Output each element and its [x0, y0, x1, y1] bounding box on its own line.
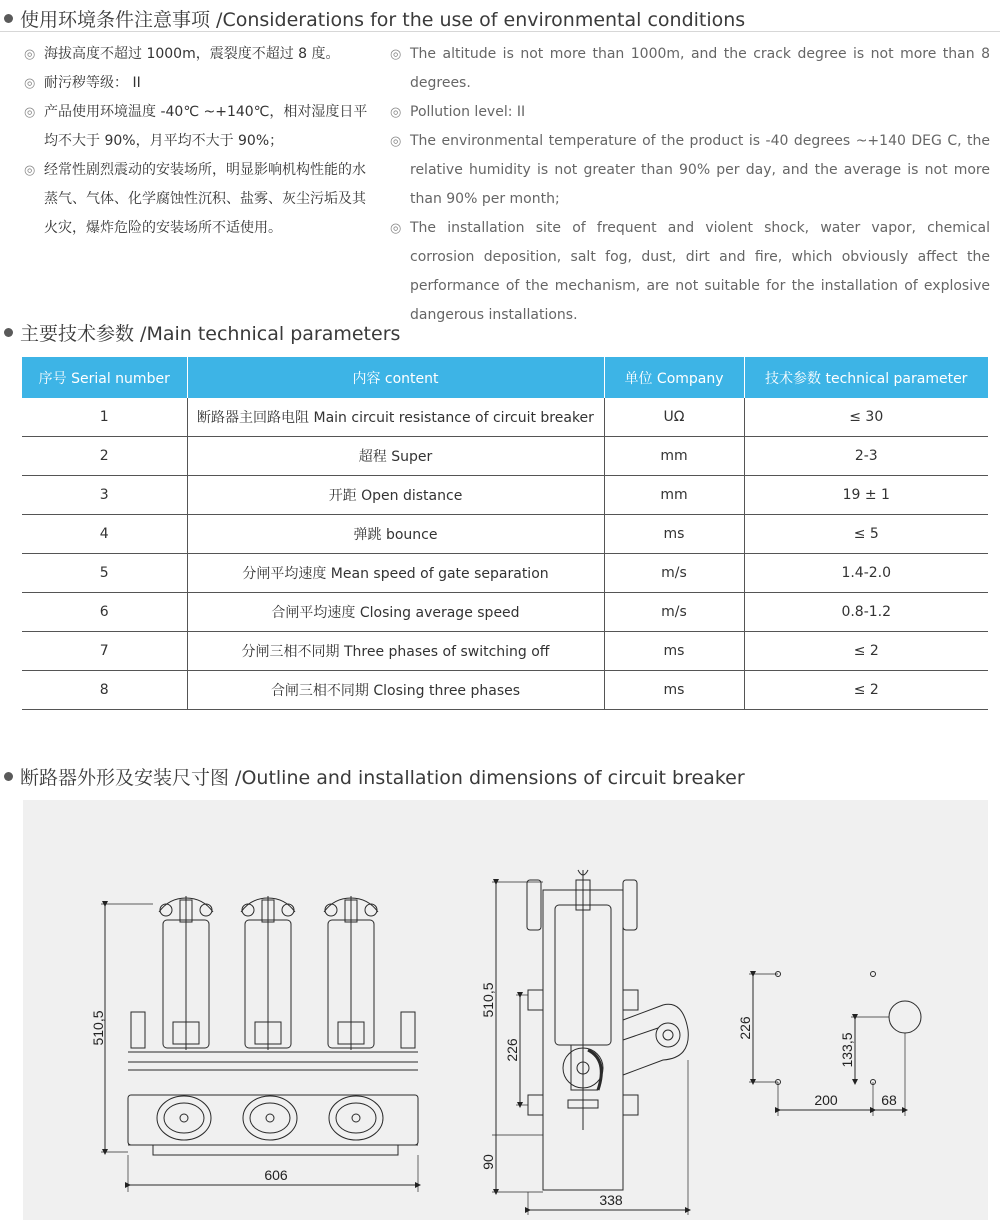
environment-section-title: 使用环境条件注意事项 /Considerations for the use of environmental conditions — [4, 5, 745, 32]
parameters-table — [22, 357, 988, 710]
table-row — [22, 515, 988, 554]
table-row — [22, 632, 988, 671]
pole-2 — [241, 896, 297, 1140]
outline-drawing-panel — [23, 800, 988, 1220]
cell-content: 开距 Open distance — [187, 476, 604, 515]
mount-spacing-label: 200 — [814, 1092, 838, 1108]
cell-unit: ms — [604, 632, 744, 671]
circle-bullet-icon: ◎ — [390, 47, 402, 62]
cell-content: 分闸三相不同期 Three phases of switching off — [187, 632, 604, 671]
side-height-label: 510,5 — [480, 982, 496, 1018]
bullet-dot-icon — [4, 772, 13, 781]
env-item-cn: ◎ 经常性剧烈震动的安装场所，明显影响机构性能的水蒸气、气体、化学腐蚀性沉积、盐雾、灰尘污垢及其火灾，爆炸危险的安装场所不适使用。 — [24, 156, 374, 243]
parameters-section-title: 主要技术参数 /Main technical parameters — [4, 319, 400, 346]
bullet-dot-icon — [4, 14, 13, 23]
env-item-en: ◎ The installation site of frequent and violent shock, water vapor, chemical corrosion deposition, salt fog, dust, dirt and fire, which obviously affect the performance of the mechanism, are not suitable for the installation of explosive dangerous installations. — [390, 214, 990, 330]
cell-serial: 8 — [22, 671, 187, 710]
cell-content: 断路器主回路电阻 Main circuit resistance of circuit breaker — [187, 398, 604, 437]
env-item-cn: ◎ 产品使用环境温度 -40℃ ~+140℃，相对湿度日平均不大于 90%，月平均不大于 90%； — [24, 98, 374, 156]
circle-bullet-icon: ◎ — [24, 47, 36, 62]
env-item-en: ◎ Pollution level: II — [390, 98, 990, 127]
cell-value: 0.8-1.2 — [744, 593, 988, 632]
cell-value: 1.4-2.0 — [744, 554, 988, 593]
mount-offset2-label: 68 — [881, 1092, 897, 1108]
env-item-cn: ◎ 海拔高度不超过 1000m，震裂度不超过 8 度。 — [24, 40, 374, 69]
table-row — [22, 671, 988, 710]
cell-content: 合闸平均速度 Closing average speed — [187, 593, 604, 632]
side-width-label: 338 — [599, 1192, 623, 1208]
column-header: 内容 content — [187, 357, 604, 398]
circle-bullet-icon: ◎ — [24, 105, 36, 120]
cell-value: 2-3 — [744, 437, 988, 476]
column-header: 单位 Company — [604, 357, 744, 398]
pole-1 — [157, 896, 213, 1140]
table-row — [22, 593, 988, 632]
mount-height-label: 226 — [737, 1016, 753, 1040]
circle-bullet-icon: ◎ — [24, 163, 36, 178]
mount-offset-label: 133,5 — [839, 1032, 855, 1068]
cell-serial: 2 — [22, 437, 187, 476]
table-header-row — [22, 357, 988, 398]
side-inner-height-label: 226 — [504, 1038, 520, 1062]
circle-bullet-icon: ◎ — [390, 134, 402, 149]
front-width-label: 606 — [264, 1167, 288, 1183]
cell-value: ≤ 5 — [744, 515, 988, 554]
table-row — [22, 437, 988, 476]
cell-content: 合闸三相不同期 Closing three phases — [187, 671, 604, 710]
cell-serial: 5 — [22, 554, 187, 593]
table-row — [22, 398, 988, 437]
front-view — [101, 896, 418, 1192]
cell-serial: 3 — [22, 476, 187, 515]
cell-unit: ms — [604, 671, 744, 710]
cell-unit: ms — [604, 515, 744, 554]
cell-unit: UΩ — [604, 398, 744, 437]
cell-content: 分闸平均速度 Mean speed of gate separation — [187, 554, 604, 593]
cell-serial: 1 — [22, 398, 187, 437]
outline-drawing-svg — [23, 800, 988, 1220]
side-view — [492, 870, 688, 1215]
table-row — [22, 476, 988, 515]
cell-content: 弹跳 bounce — [187, 515, 604, 554]
section-divider — [0, 31, 1000, 32]
environment-list-cn — [24, 40, 374, 243]
cell-unit: m/s — [604, 554, 744, 593]
pole-3 — [324, 896, 383, 1140]
outline-section-title: 断路器外形及安装尺寸图 /Outline and installation dimensions of circuit breaker — [4, 763, 745, 790]
cell-serial: 4 — [22, 515, 187, 554]
circle-bullet-icon: ◎ — [390, 221, 402, 236]
front-height-label: 510,5 — [90, 1010, 106, 1046]
circle-bullet-icon: ◎ — [24, 76, 36, 91]
column-header: 技术参数 technical parameter — [744, 357, 988, 398]
cell-serial: 6 — [22, 593, 187, 632]
side-base-height-label: 90 — [480, 1154, 496, 1170]
cell-unit: mm — [604, 437, 744, 476]
column-header: 序号 Serial number — [22, 357, 187, 398]
circle-bullet-icon: ◎ — [390, 105, 402, 120]
env-item-cn: ◎ 耐污秽等级： II — [24, 69, 374, 98]
table-row — [22, 554, 988, 593]
cell-value: ≤ 2 — [744, 632, 988, 671]
bullet-dot-icon — [4, 328, 13, 337]
environment-list-en — [390, 40, 990, 330]
cell-value: 19 ± 1 — [744, 476, 988, 515]
cell-content: 超程 Super — [187, 437, 604, 476]
env-item-en: ◎ The altitude is not more than 1000m, and the crack degree is not more than 8 degrees. — [390, 40, 990, 98]
env-item-en: ◎ The environmental temperature of the product is -40 degrees ~+140 DEG C, the relative humidity is not greater than 90% per day, and the average is not more than 90% per month; — [390, 127, 990, 214]
cell-value: ≤ 2 — [744, 671, 988, 710]
cell-unit: mm — [604, 476, 744, 515]
cell-serial: 7 — [22, 632, 187, 671]
cell-unit: m/s — [604, 593, 744, 632]
cell-value: ≤ 30 — [744, 398, 988, 437]
